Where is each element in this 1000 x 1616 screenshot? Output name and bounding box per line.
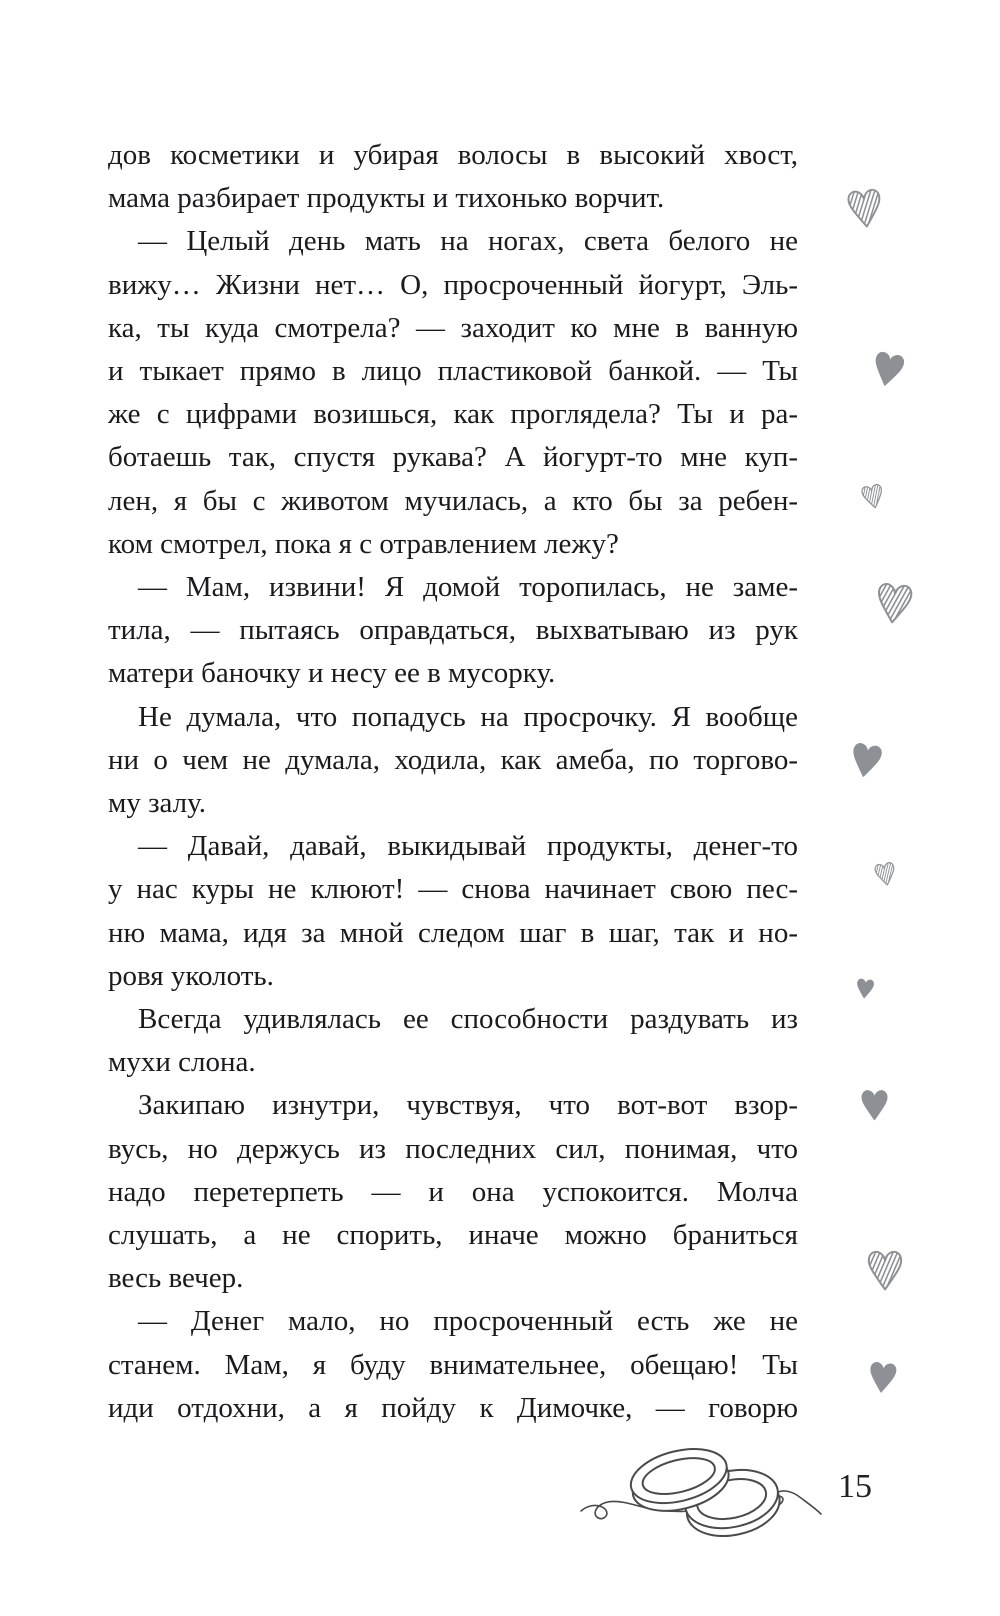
heart-icon xyxy=(858,480,888,514)
text-line: ню мама, идя за мной следом шаг в шаг, так и но- xyxy=(108,916,798,949)
text-line: матери баночку и несу ее в мусорку. xyxy=(108,657,556,690)
text-line: му залу. xyxy=(108,787,207,820)
text-line: дов косметики и убирая волосы в высокий хвост, xyxy=(108,139,798,171)
text-line: тила, — пытаясь оправдаться, выхватываю из рук xyxy=(108,614,798,647)
text-line: Не думала, что попадусь на просрочку. Я вообще xyxy=(138,700,798,733)
text-line: ка, ты куда смотрела? — заходит ко мне в ванную xyxy=(108,311,798,344)
paragraph xyxy=(108,220,798,566)
text-line: Всегда удивлялась ее способности раздувать из xyxy=(138,1003,798,1036)
text-line: мама разбирает продукты и тихонько ворчит. xyxy=(108,182,665,215)
paragraph xyxy=(108,825,798,998)
heart-icon xyxy=(859,1084,890,1127)
text-line: надо перетерпеть — и она успокоится. Молча xyxy=(108,1175,798,1208)
heart-icon xyxy=(843,184,888,234)
wedding-rings-icon xyxy=(575,1443,825,1548)
text-line: ботаешь так, спустя рукава? А йогурт-то мне куп- xyxy=(108,441,798,474)
heart-icon xyxy=(871,576,916,632)
text-line: — Денег мало, но просроченный есть же не xyxy=(138,1305,798,1338)
page-number: 15 xyxy=(838,1468,872,1505)
text-line: — Целый день мать на ногах, света белого не xyxy=(138,225,798,258)
text-line: мухи слона. xyxy=(108,1046,256,1079)
text-line: у нас куры не клюют! — снова начинает свою пес- xyxy=(108,873,798,906)
heart-icon xyxy=(867,344,910,396)
text-line: слушать, а не спорить, иначе можно браниться xyxy=(108,1219,798,1252)
text-line: Закипаю изнутри, чувствуя, что вот-вот взор- xyxy=(138,1089,798,1122)
paragraph xyxy=(108,998,798,1084)
paragraph xyxy=(108,1300,798,1430)
paragraph xyxy=(108,696,798,826)
text-line: ком смотрел, пока я с отравлением лежу? xyxy=(108,527,619,560)
text-line: лен, я бы с животом мучилась, а кто бы за ребен- xyxy=(108,484,798,517)
text-line: — Мам, извини! Я домой торопилась, не заме- xyxy=(138,571,798,604)
heart-icon xyxy=(865,1245,905,1297)
text-line: и тыкает прямо в лицо пластиковой банкой. — Ты xyxy=(108,355,798,388)
heart-icon xyxy=(871,856,899,892)
heart-icon xyxy=(864,1351,900,1406)
text-line: станем. Мам, я буду внимательнее, обещаю! Ты xyxy=(108,1348,798,1381)
body-text xyxy=(108,134,798,1430)
text-line: вижу… Жизни нет… О, просроченный йогурт, Эль- xyxy=(108,268,798,301)
paragraph xyxy=(108,1084,798,1300)
text-line: ровя уколоть. xyxy=(108,959,274,992)
text-line: весь вечер. xyxy=(108,1262,244,1295)
text-line: ни о чем не думала, ходила, как амеба, по торгово- xyxy=(108,743,798,776)
paragraph xyxy=(108,566,798,696)
text-line: вусь, но держусь из последних сил, понимая, что xyxy=(108,1132,798,1165)
paragraph xyxy=(108,134,798,220)
heart-icon xyxy=(853,971,876,1007)
text-line: — Давай, давай, выкидывай продукты, денег-то xyxy=(138,830,798,863)
text-line: же с цифрами возишься, как проглядела? Ты и ра- xyxy=(108,398,798,431)
heart-icon xyxy=(845,733,887,788)
text-line: иди отдохни, а я пойду к Димочке, — говорю xyxy=(108,1391,798,1424)
